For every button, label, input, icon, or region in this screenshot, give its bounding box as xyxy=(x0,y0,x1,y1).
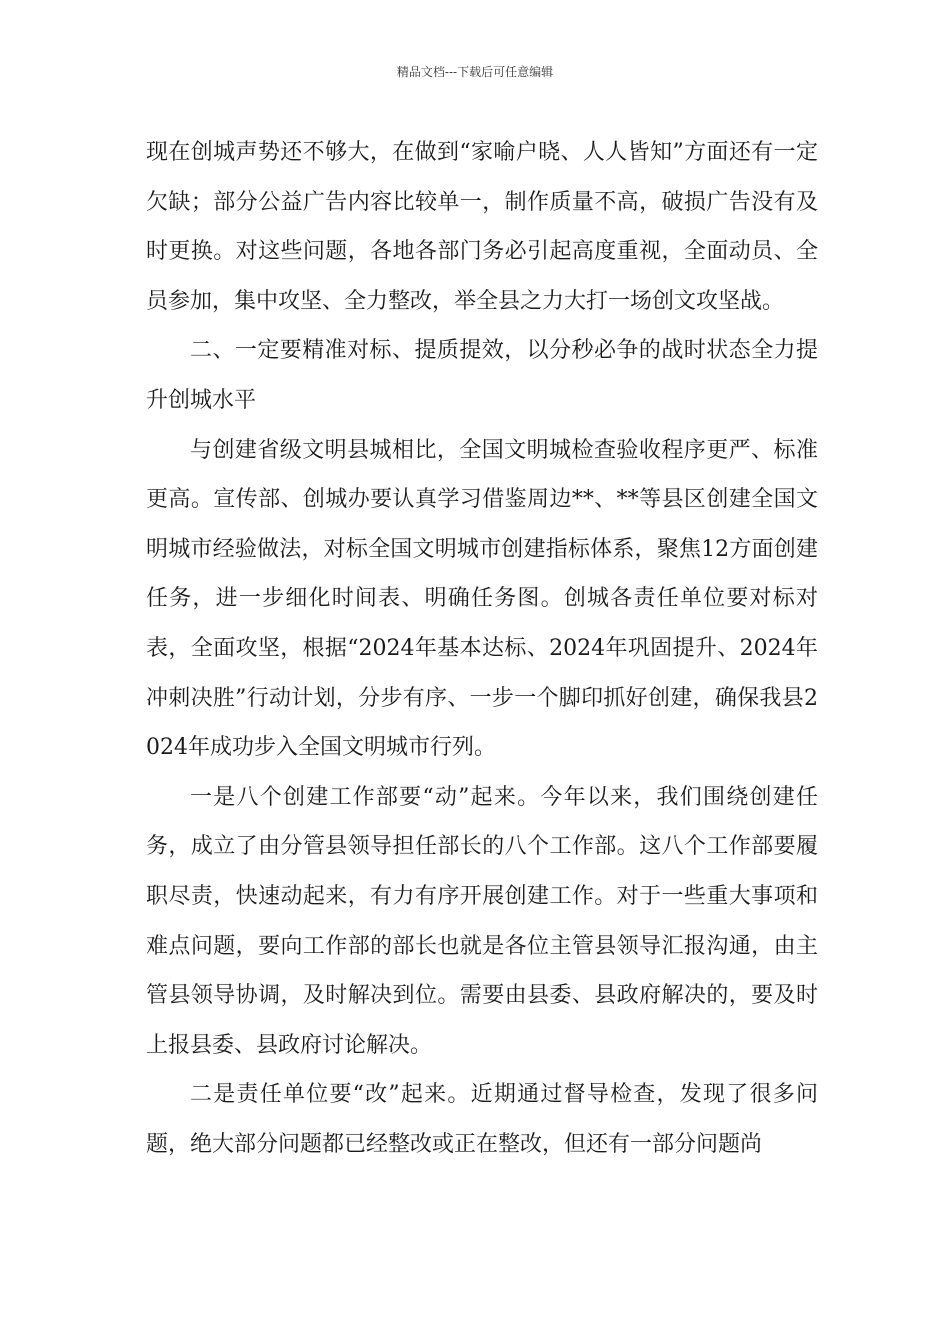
document-body xyxy=(146,128,818,1169)
paragraph: 二是责任单位要“改”起来。近期通过督导检查，发现了很多问题，绝大部分问题都已经整改或正在整改，但还有一部分问题尚 xyxy=(146,1082,818,1157)
section-heading: 二、一定要精准对标、提质提效，以分秒必争的战时状态全力提升创城水平 xyxy=(146,338,818,413)
paragraph-continued: 现在创城声势还不够大，在做到“家喻户晓、人人皆知”方面还有一定欠缺；部分公益广告内容比较单一，制作质量不高，破损广告没有及时更换。对这些问题，各地各部门务必引起高度重视，全面动员、全员参加，集中攻坚、全力整改，举全县之力大打一场创文攻坚战。 xyxy=(146,140,818,314)
paragraph: 与创建省级文明县城相比，全国文明城检查验收程序更严、标准更高。宣传部、创城办要认真学习借鉴周边**、**等县区创建全国文明城市经验做法，对标全国文明城市创建指标体系，聚焦12方面创建任务，进一步细化时间表、明确任务图。创城各责任单位要对标对表，全面攻坚，根据“2024年基本达标、2024年巩固提升、2024年冲刺决胜”行动计划，分步有序、一步一个脚印抓好创建，确保我县2024年成功步入全国文明城市行列。 xyxy=(146,437,818,761)
paragraph: 一是八个创建工作部要“动”起来。今年以来，我们围绕创建任务，成立了由分管县领导担任部长的八个工作部。这八个工作部要履职尽责，快速动起来，有力有序开展创建工作。对于一些重大事项和难点问题，要向工作部的部长也就是各位主管县领导汇报沟通，由主管县领导协调，及时解决到位。需要由县委、县政府解决的，要及时上报县委、县政府讨论解决。 xyxy=(146,784,818,1058)
page-header: 精品文档---下载后可任意编辑 xyxy=(396,65,554,79)
